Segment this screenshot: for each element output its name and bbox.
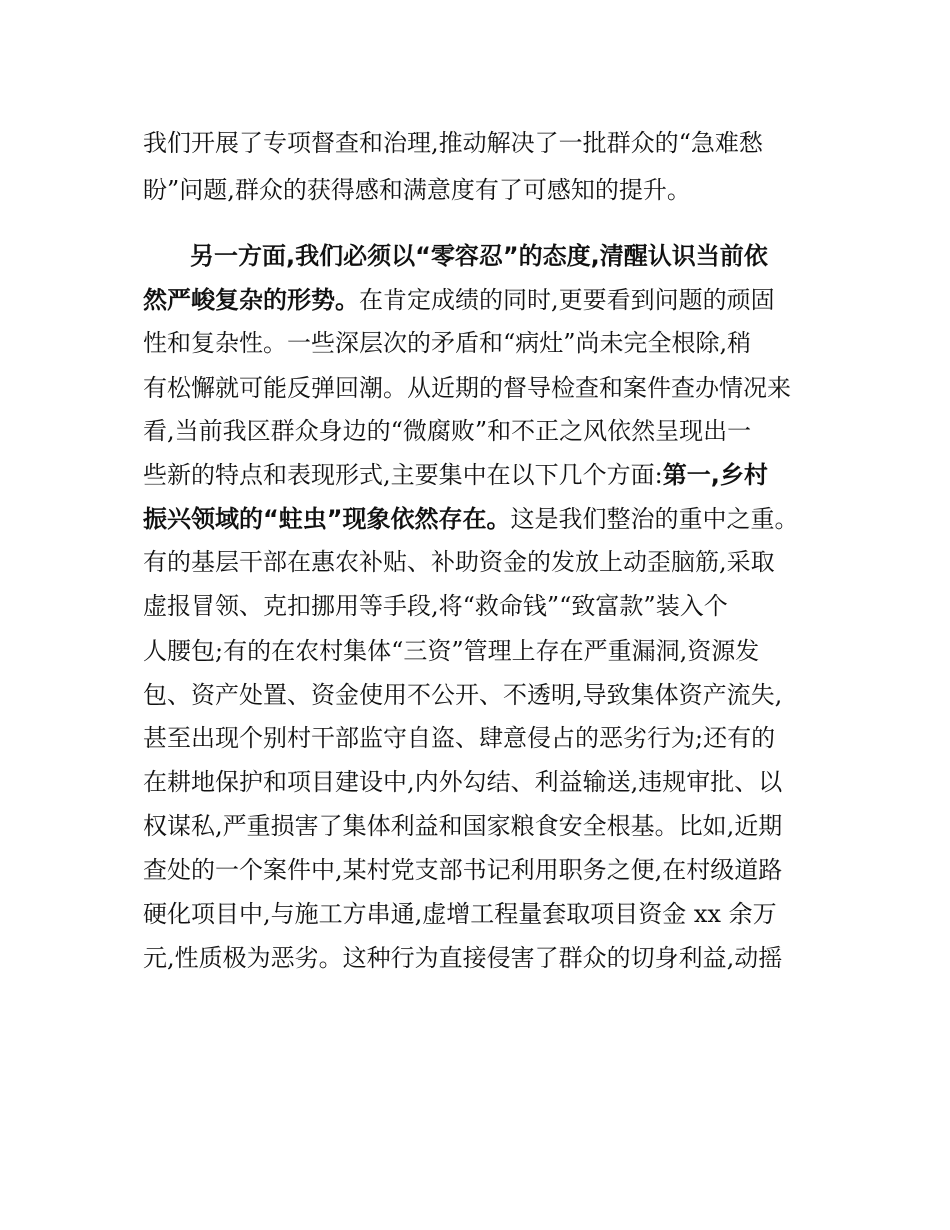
body-text: 在耕地保护和项目建设中,内外勾结、利益输送,违规审批、以	[143, 768, 783, 796]
body-text: 些新的特点和表现形式,主要集中在以下几个方面:	[143, 461, 663, 489]
text-line	[143, 328, 751, 358]
text-line	[143, 899, 777, 929]
body-text: 在肯定成绩的同时,更要看到问题的顽固	[359, 286, 775, 314]
bold-text: 另一方面,我们必须以“零容忍”的态度,清醒认识当前依	[190, 242, 768, 270]
text-line	[143, 723, 775, 753]
text-line	[190, 241, 768, 271]
body-text: 看,当前我区群众身边的“微腐败”和不正之风依然呈现出一	[143, 417, 752, 445]
text-line	[143, 504, 799, 534]
body-text: 甚至出现个别村干部监守自盗、肆意侵占的恶劣行为;还有的	[143, 724, 776, 752]
body-text: 权谋私,严重损害了集体利益和国家粮食安全根基。比如,近期	[143, 812, 783, 840]
body-text: 虚报冒领、克扣挪用等手段,将“救命钱”“致富款”装入个	[143, 592, 728, 620]
body-text: 性和复杂性。一些深层次的矛盾和“病灶”尚未完全根除,稍	[143, 329, 752, 357]
text-line	[143, 591, 728, 621]
text-line	[143, 547, 775, 577]
text-line	[143, 416, 751, 446]
text-line	[143, 460, 768, 490]
text-line	[143, 285, 775, 315]
body-text: 盼”问题,群众的获得感和满意度有了可感知的提升。	[143, 176, 691, 204]
body-text: 人腰包;有的在农村集体“三资”管理上存在严重漏洞,资源发	[143, 637, 760, 665]
text-line	[143, 373, 791, 403]
body-text: 有的基层干部在惠农补贴、补助资金的发放上动歪脑筋,采取	[143, 548, 775, 576]
text-line	[143, 680, 782, 710]
body-text: 查处的一个案件中,某村党支部书记利用职务之便,在村级道路	[143, 856, 783, 884]
bold-text: 然严峻复杂的形势。	[143, 286, 359, 314]
bold-text: 第一,乡村	[662, 461, 768, 489]
text-line	[143, 636, 759, 666]
body-text: 元,性质极为恶劣。这种行为直接侵害了群众的切身利益,动摇	[143, 944, 783, 972]
text-line	[143, 128, 763, 158]
text-line	[143, 811, 782, 841]
text-line	[143, 767, 782, 797]
text-line	[143, 175, 691, 205]
body-text: 硬化项目中,与施工方串通,虚增工程量套取项目资金 xx 余万	[143, 900, 777, 928]
body-text: 这是我们整治的重中之重。	[510, 505, 799, 533]
body-text: 我们开展了专项督查和治理,推动解决了一批群众的“急难愁	[143, 129, 763, 157]
body-text: 有松懈就可能反弹回潮。从近期的督导检查和案件查办情况来	[143, 374, 791, 402]
body-text: 包、资产处置、资金使用不公开、不透明,导致集体资产流失,	[143, 681, 783, 709]
text-line	[143, 943, 782, 973]
text-line	[143, 855, 782, 885]
bold-text: 振兴领域的“蛀虫”现象依然存在。	[143, 505, 511, 533]
